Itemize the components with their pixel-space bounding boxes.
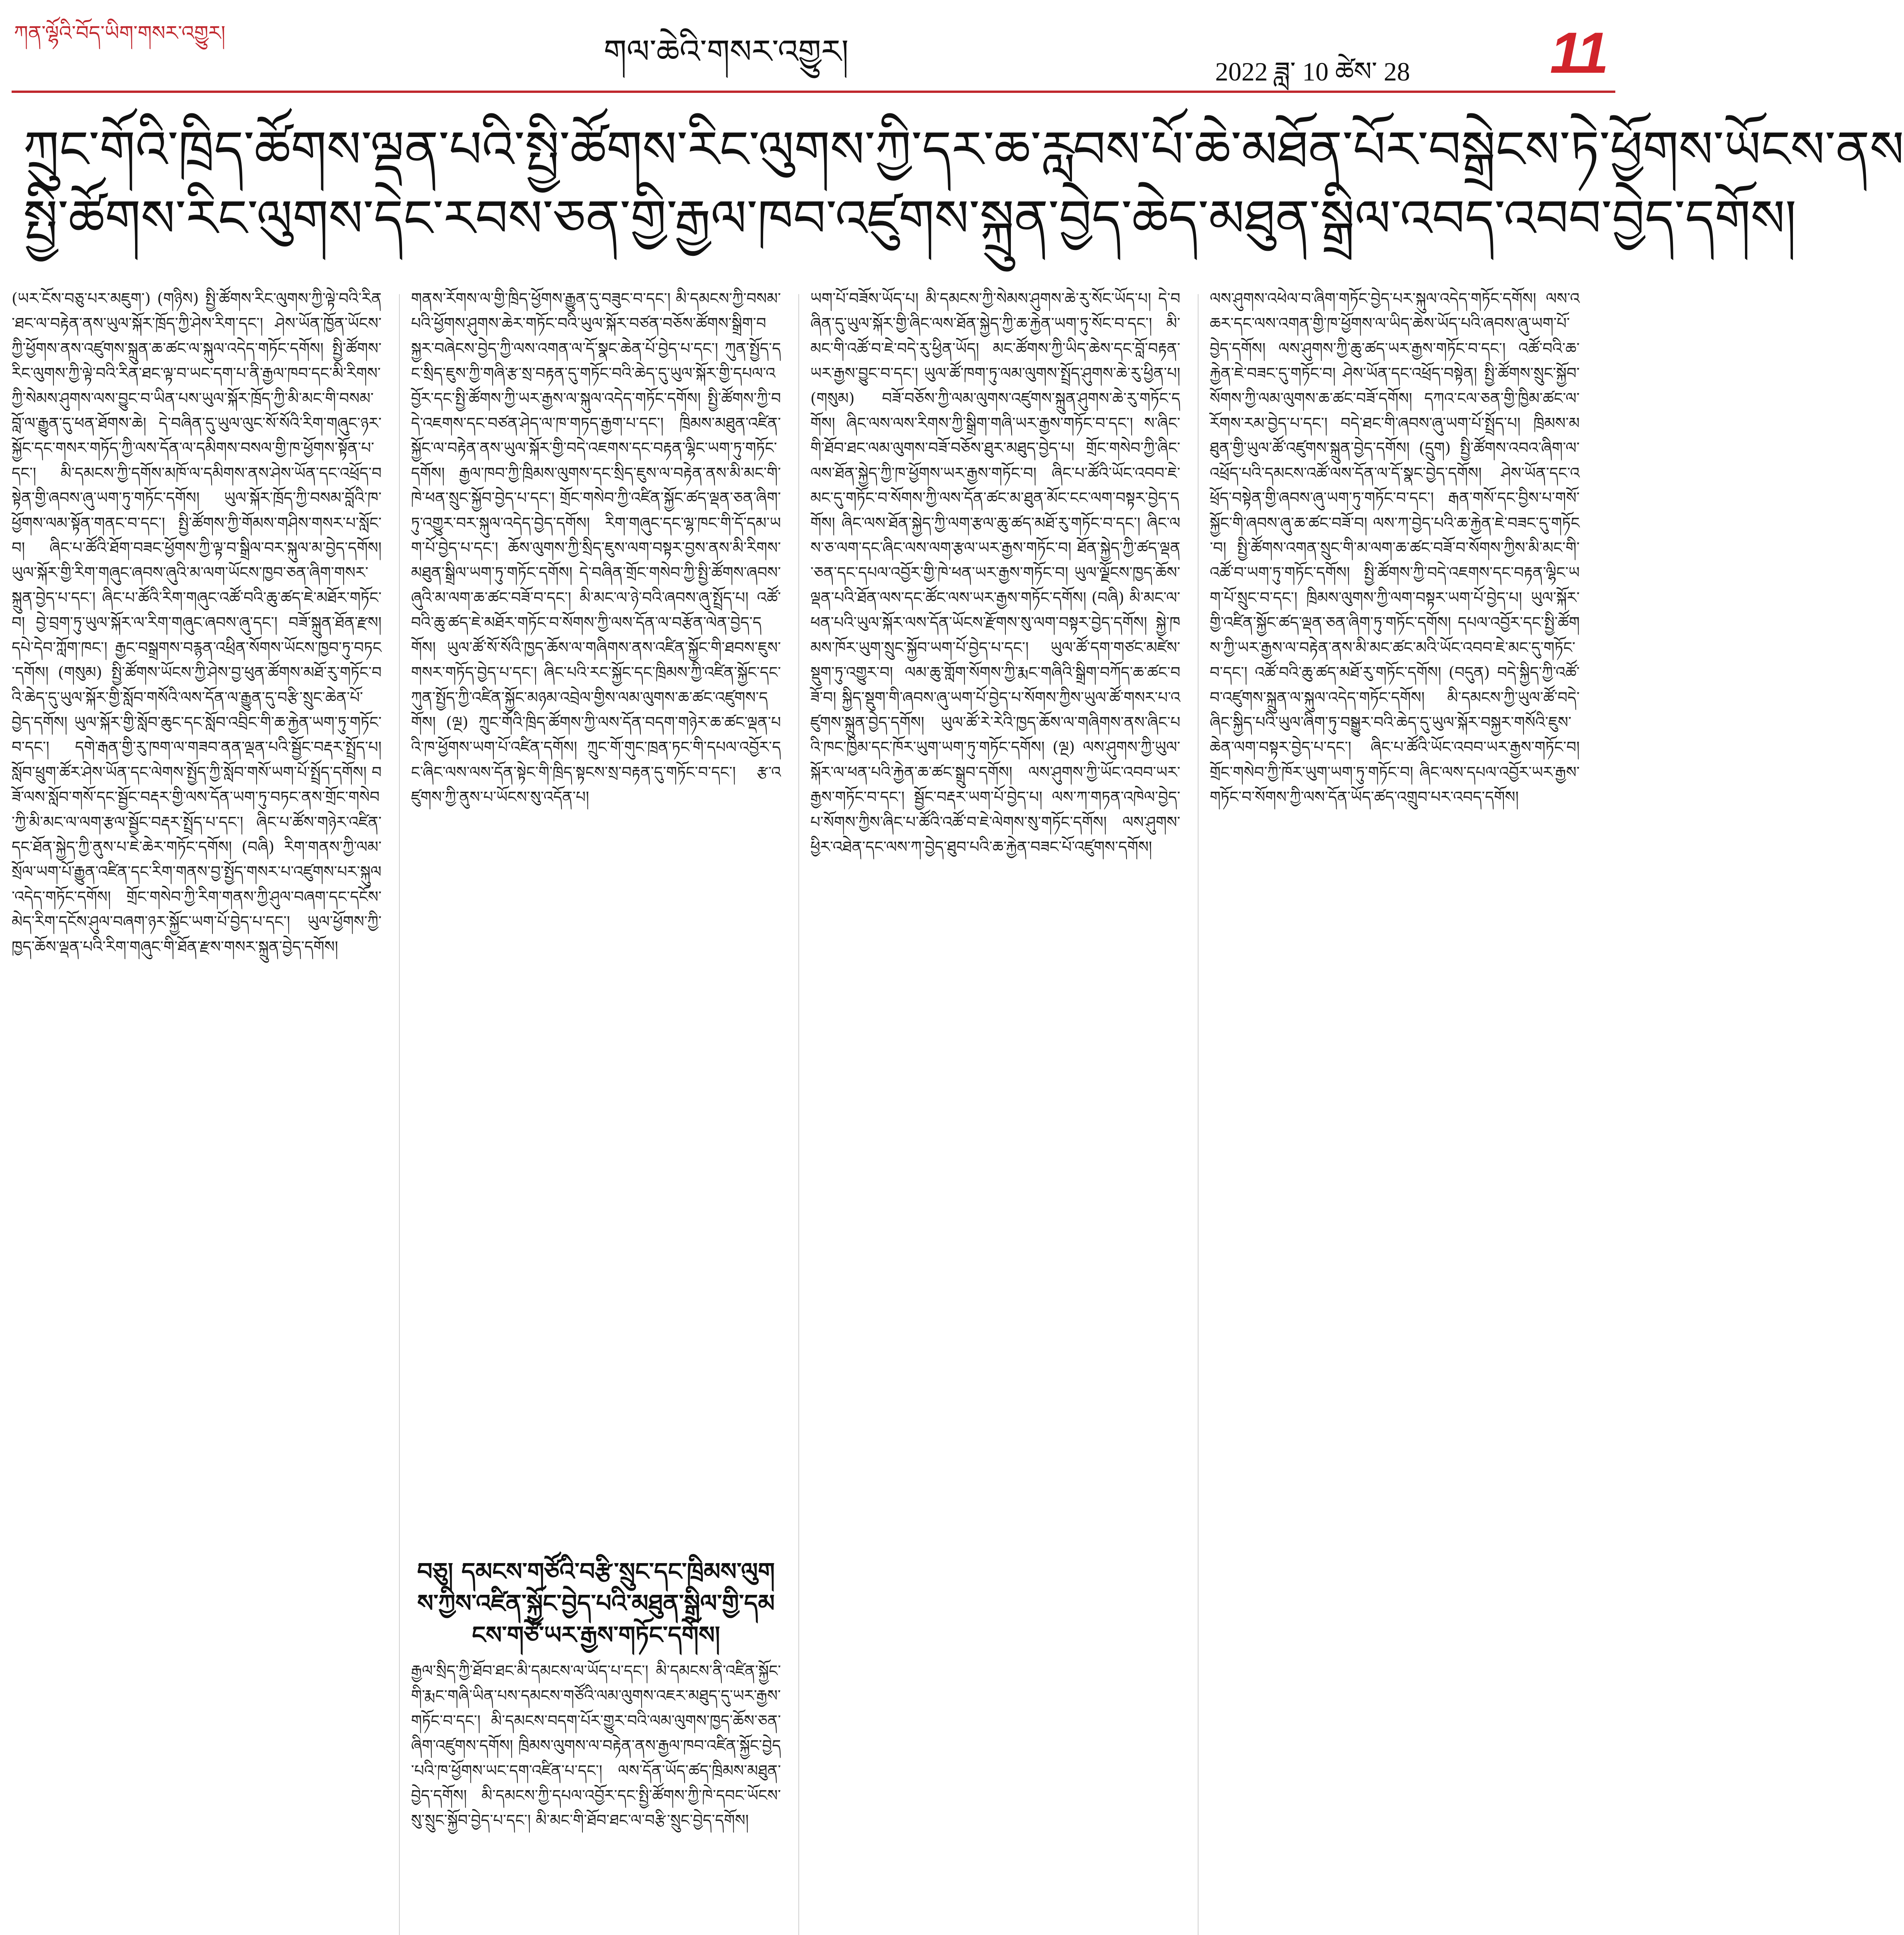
masthead <box>0 0 1627 89</box>
section-subheading: བཅུ། དམངས་གཙོའི་བརྩི་སྲུང་དང་ཁྲིམས་ལུགས་ཀྱིས་འཛིན་སྐྱོང་བྱེད་པའི་མཐུན་སྒྲིལ་གྱི་དམངས་གཙོ་ཡར་རྒྱས་གཏོང་དགོས། <box>417 1557 775 1649</box>
headline-line-1: ཀྲུང་གོའི་ཁྲིད་ཚོགས་ལྡན་པའི་སྤྱི་ཚོགས་རིང་ལུགས་ཀྱི་དར་ཆ་རླབས་པོ་ཆེ་མཐོན་པོར་བསྒྲེངས་ཏེ་ཕྱོགས་ཡོངས་ནས <box>23 120 1904 180</box>
column-text: ལས་ཤུགས་འཕེལ་བ་ཞིག་གཏོང་བྱེད་པར་སྐུལ་འདེད་གཏོང་དགོས། ལས་འཆར་དང་ལས་འགན་གྱི་ཁ་ཕྱོགས་ལ་ཡིད་ཆེས་ཡོད་པའི་ཞབས་ཞུ་ཡག་པོ་བྱེད་དགོས། ལས་ཤུགས་ཀྱི་ཆུ་ཚད་ཡར་རྒྱས་གཏོང་བ་དང་། འཚོ་བའི་ཆ་རྐྱེན་ཇེ་བཟང་དུ་གཏོང་བ། ཤེས་ཡོན་དང་འཕྲོད་བསྟེན། སྤྱི་ཚོགས་སྲུང་སྐྱོབ་སོགས་ཀྱི་ལམ་ལུགས་ཆ་ཚང་བཟོ་དགོས། དཀའ་ངལ་ཅན་གྱི་ཁྱིམ་ཚང་ལ་རོགས་རམ་བྱེད་པ་དང་། བདེ་ཐང་གི་ཞབས་ཞུ་ཡག་པོ་སྤྲོད་པ། ཁྲིམས་མཐུན་གྱི་ཡུལ་ཚོ་འཛུགས་སྐྲུན་བྱེད་དགོས། (དྲུག) སྤྱི་ཚོགས་འབའ་ཞིག་ལ་འཕྲོད་པའི་དམངས་འཚོ་ལས་དོན་ལ་དོ་སྣང་བྱེད་དགོས། ཤེས་ཡོན་དང་འཕྲོད་བསྟེན་གྱི་ཞབས་ཞུ་ཡག་ཏུ་གཏོང་བ་དང་། རྒན་གསོ་དང་བྱིས་པ་གསོ་སྐྱོང་གི་ཞབས་ཞུ་ཆ་ཚང་བཟོ་བ། ལས་ཀ་བྱེད་པའི་ཆ་རྐྱེན་ཇེ་བཟང་དུ་གཏོང་བ། སྤྱི་ཚོགས་འགན་སྲུང་གི་མ་ལག་ཆ་ཚང་བཟོ་བ་སོགས་ཀྱིས་མི་མང་གི་འཚོ་བ་ཡག་ཏུ་གཏོང་དགོས། སྤྱི་ཚོགས་ཀྱི་བདེ་འཇགས་དང་བརྟན་ལྷིང་ཡག་པོ་སྲུང་བ་དང་། ཁྲིམས་ལུགས་ཀྱི་ལག་བསྟར་ཡག་པོ་བྱེད་པ། ཡུལ་སྐོར་གྱི་འཛིན་སྐྱོང་ཚད་ལྡན་ཅན་ཞིག་ཏུ་གཏོང་དགོས། དཔལ་འབྱོར་དང་སྤྱི་ཚོགས་ཀྱི་ཡར་རྒྱས་ལ་བརྟེན་ནས་མི་མང་ཚང་མའི་ཡོང་འབབ་ཇེ་མང་དུ་གཏོང་བ་དང་། འཚོ་བའི་ཆུ་ཚད་མཐོ་རུ་གཏོང་དགོས། (བདུན) བདེ་སྐྱིད་ཀྱི་འཚོ་བ་འཛུགས་སྐྲུན་ལ་སྐུལ་འདེད་གཏོང་དགོས། མི་དམངས་ཀྱི་ཡུལ་ཚོ་བདེ་ཞིང་སྐྱིད་པའི་ཡུལ་ཞིག་ཏུ་བསྒྱུར་བའི་ཆེད་དུ་ཡུལ་སྐོར་བསྐྱར་གསོའི་ཇུས་ཆེན་ལག་བསྟར་བྱེད་པ་དང་། ཞིང་པ་ཚོའི་ཡོང་འབབ་ཡར་རྒྱས་གཏོང་བ། གྲོང་གསེབ་ཀྱི་ཁོར་ཡུག་ཡག་ཏུ་གཏོང་བ། ཞིང་ལས་དཔལ་འབྱོར་ཡར་རྒྱས་གཏོང་བ་སོགས་ཀྱི་ལས་དོན་ཡོད་ཚད་འགྲུབ་པར་འབད་དགོས། <box>1210 290 1580 807</box>
column-divider <box>1198 294 1199 1935</box>
article-column-4 <box>1210 286 1580 1935</box>
page-number: 11 <box>1550 20 1607 85</box>
article-column-2 <box>411 286 781 1935</box>
column-text: གནས་རོགས་ལ་གྱི་ཁྲིད་ཕྱོགས་རྒྱུན་དུ་བཟུང་བ་དང་། མི་དམངས་ཀྱི་བསམ་པའི་ཕྱོགས་ཤུགས་ཆེར་གཏོང་བའི་ཡུལ་སྐོར་བཙན་བཅོས་ཚོགས་སྒྲིག་བསྐྱར་བཞེངས་བྱེད་ཀྱི་ལས་འགན་ལ་དོ་སྣང་ཆེན་པོ་བྱེད་པ་དང་། ཀུན་སྤྱོད་དང་སྲིད་ཇུས་ཀྱི་གཞི་རྩ་སྲ་བརྟན་དུ་གཏོང་བའི་ཆེད་དུ་ཡུལ་སྐོར་གྱི་དཔལ་འབྱོར་དང་སྤྱི་ཚོགས་ཀྱི་ཡར་རྒྱས་ལ་སྐུལ་འདེད་གཏོང་དགོས། སྤྱི་ཚོགས་ཀྱི་བདེ་འཇགས་དང་བཙན་ཤེད་ལ་ཁ་གཏད་རྒྱག་པ་དང་། ཁྲིམས་མཐུན་འཛིན་སྐྱོང་ལ་བརྟེན་ནས་ཡུལ་སྐོར་གྱི་བདེ་འཇགས་དང་བརྟན་ལྷིང་ཡག་ཏུ་གཏོང་དགོས། རྒྱལ་ཁབ་ཀྱི་ཁྲིམས་ལུགས་དང་སྲིད་ཇུས་ལ་བརྟེན་ནས་མི་མང་གི་ཁེ་ཕན་སྲུང་སྐྱོབ་བྱེད་པ་དང་། གྲོང་གསེབ་ཀྱི་འཛིན་སྐྱོང་ཚད་ལྡན་ཅན་ཞིག་ཏུ་འགྱུར་བར་སྐུལ་འདེད་བྱེད་དགོས། རིག་གཞུང་དང་ལྷ་ཁང་གི་དོ་དམ་ཡག་པོ་བྱེད་པ་དང་། ཆོས་ལུགས་ཀྱི་སྲིད་ཇུས་ལག་བསྟར་བྱས་ནས་མི་རིགས་མཐུན་སྒྲིལ་ཡག་ཏུ་གཏོང་དགོས། དེ་བཞིན་གྲོང་གསེབ་ཀྱི་སྤྱི་ཚོགས་ཞབས་ཞུའི་མ་ལག་ཆ་ཚང་བཟོ་བ་དང་། མི་མང་ལ་ཉེ་བའི་ཞབས་ཞུ་སྤྲོད་པ། འཚོ་བའི་ཆུ་ཚད་ཇེ་མཐོར་གཏོང་བ་སོགས་ཀྱི་ལས་དོན་ལ་བརྩོན་ལེན་བྱེད་དགོས། ཡུལ་ཚོ་སོ་སོའི་ཁྱད་ཆོས་ལ་གཞིགས་ནས་འཛིན་སྐྱོང་གི་ཐབས་ཇུས་གསར་གཏོད་བྱེད་པ་དང་། ཞིང་པའི་རང་སྐྱོང་དང་ཁྲིམས་ཀྱི་འཛིན་སྐྱོང་དང་ཀུན་སྤྱོད་ཀྱི་འཛིན་སྐྱོང་མཉམ་འབྲེལ་གྱིས་ལམ་ལུགས་ཆ་ཚང་འཛུགས་དགོས། (ལྔ) ཀྲུང་གོའི་ཁྲིད་ཚོགས་ཀྱི་ལས་དོན་བདག་གཉེར་ཆ་ཚང་ལྡན་པའི་ཁ་ཕྱོགས་ཡག་པོ་འཛིན་དགོས། ཀྲུང་གོ་གུང་ཁྲན་ཏང་གི་དཔལ་འབྱོར་དང་ཞིང་ལས་ལས་དོན་སྟེང་གི་ཁྲིད་སྟངས་སྲ་བརྟན་དུ་གཏོང་བ་དང་། རྩ་འཛུགས་ཀྱི་ནུས་པ་ཡོངས་སུ་འདོན་པ། <box>411 290 781 807</box>
column-text: ཡག་པོ་བཟོས་ཡོད་པ། མི་དམངས་ཀྱི་སེམས་ཤུགས་ཆེ་རུ་སོང་ཡོད་པ། དེ་བཞིན་དུ་ཡུལ་སྐོར་གྱི་ཞིང་ལས་ཐོན་སྐྱེད་ཀྱི་ཆ་རྐྱེན་ཡག་ཏུ་སོང་བ་དང་། མི་མང་གི་འཚོ་བ་ཇེ་བདེ་རུ་ཕྱིན་ཡོད། མང་ཚོགས་ཀྱི་ཡིད་ཆེས་དང་བློ་བརྟན་ཡར་རྒྱས་བྱུང་བ་དང་། ཡུལ་ཚོ་ཁག་ཏུ་ལམ་ལུགས་སྤྲོད་ཤུགས་ཆེ་རུ་ཕྱིན་པ། (གསུམ) བཟོ་བཅོས་ཀྱི་ལམ་ལུགས་འཛུགས་སྐྲུན་ཤུགས་ཆེ་རུ་གཏོང་དགོས། ཞིང་ལས་ལས་རིགས་ཀྱི་སྒྲིག་གཞི་ཡར་རྒྱས་གཏོང་བ་དང་། ས་ཞིང་གི་ཐོབ་ཐང་ལམ་ལུགས་བཟོ་བཅོས་ཐུར་མཐུད་བྱེད་པ། གྲོང་གསེབ་ཀྱི་ཞིང་ལས་ཐོན་སྐྱེད་ཀྱི་ཁ་ཕྱོགས་ཡར་རྒྱས་གཏོང་བ། ཞིང་པ་ཚོའི་ཡོང་འབབ་ཇེ་མང་དུ་གཏོང་བ་སོགས་ཀྱི་ལས་དོན་ཚང་མ་ཐུན་མོང་ངང་ལག་བསྟར་བྱེད་དགོས། ཞིང་ལས་ཐོན་སྐྱེད་ཀྱི་ལག་རྩལ་ཆུ་ཚད་མཐོ་རུ་གཏོང་བ་དང་། ཞིང་ལས་ཅ་ལག་དང་ཞིང་ལས་ལག་རྩལ་ཡར་རྒྱས་གཏོང་བ། ཐོན་སྐྱེད་ཀྱི་ཚད་ལྡན་ཅན་དང་དཔལ་འབྱོར་གྱི་ཁེ་ཕན་ཡར་རྒྱས་གཏོང་བ། ཡུལ་ལྗོངས་ཁྱད་ཆོས་ལྡན་པའི་ཐོན་ལས་དང་ཚོང་ལས་ཡར་རྒྱས་གཏོང་དགོས། (བཞི) མི་མང་ལ་ཕན་པའི་ཡུལ་སྐོར་ལས་དོན་ཡོངས་རྫོགས་སུ་ལག་བསྟར་བྱེད་དགོས། སྐྱེ་ཁམས་ཁོར་ཡུག་སྲུང་སྐྱོབ་ཡག་པོ་བྱེད་པ་དང་། ཡུལ་ཚོ་དག་གཙང་མཛེས་སྡུག་ཏུ་འགྱུར་བ། ལམ་ཆུ་གློག་སོགས་ཀྱི་རྨང་གཞིའི་སྒྲིག་བཀོད་ཆ་ཚང་བཟོ་བ། སྐྱིད་སྡུག་གི་ཞབས་ཞུ་ཡག་པོ་བྱེད་པ་སོགས་ཀྱིས་ཡུལ་ཚོ་གསར་པ་འཛུགས་སྐྲུན་བྱེད་དགོས། ཡུལ་ཚོ་རེ་རེའི་ཁྱད་ཆོས་ལ་གཞིགས་ནས་ཞིང་པའི་ཁང་ཁྱིམ་དང་ཁོར་ཡུག་ཡག་ཏུ་གཏོང་དགོས། (ལྔ) ལས་ཤུགས་ཀྱི་ཡུལ་སྐོར་ལ་ཕན་པའི་རྐྱེན་ཆ་ཚང་སྒྲུབ་དགོས། ལས་ཤུགས་ཀྱི་ཡོང་འབབ་ཡར་རྒྱས་གཏོང་བ་དང་། སྦྱོང་བརྡར་ཡག་པོ་བྱེད་པ། ལས་ཀ་གཏན་འཁེལ་བྱེད་པ་སོགས་ཀྱིས་ཞིང་པ་ཚོའི་འཚོ་བ་ཇེ་ལེགས་སུ་གཏོང་དགོས། ལས་ཤུགས་ཕྱིར་འཐེན་དང་ལས་ཀ་བྱེད་ཐུབ་པའི་ཆ་རྐྱེན་བཟང་པོ་འཛུགས་དགོས། <box>810 290 1180 856</box>
issue-date: 2022 ཟླ་ 10 ཚེས་ 28 <box>1215 57 1410 86</box>
newspaper-name: ཀན་ལྷོའི་བོད་ཡིག་གསར་འགྱུར། <box>14 22 226 45</box>
column-text: རྒྱལ་སྲིད་ཀྱི་ཐོབ་ཐང་མི་དམངས་ལ་ཡོད་པ་དང་། མི་དམངས་ནི་འཛིན་སྐྱོང་གི་རྨང་གཞི་ཡིན་པས་དམངས་གཙོའི་ལམ་ལུགས་འཇར་མཐུད་དུ་ཡར་རྒྱས་གཏོང་བ་དང་། མི་དམངས་བདག་པོར་གྱུར་བའི་ལམ་ལུགས་ཁྱད་ཆོས་ཅན་ཞིག་འཛུགས་དགོས། ཁྲིམས་ལུགས་ལ་བརྟེན་ནས་རྒྱལ་ཁབ་འཛིན་སྐྱོང་བྱེད་པའི་ཁ་ཕྱོགས་ཡང་དག་འཛིན་པ་དང་། ལས་དོན་ཡོད་ཚད་ཁྲིམས་མཐུན་བྱེད་དགོས། མི་དམངས་ཀྱི་དཔལ་འབྱོར་དང་སྤྱི་ཚོགས་ཀྱི་ཁེ་དབང་ཡོངས་སུ་སྲུང་སྐྱོབ་བྱེད་པ་དང་། མི་མང་གི་ཐོབ་ཐང་ལ་བརྩི་སྲུང་བྱེད་དགོས། <box>411 1662 781 1830</box>
masthead-divider <box>12 91 1615 93</box>
section-title: གལ་ཆེའི་གསར་འགྱུར། <box>604 33 849 70</box>
headline-line-2: སྤྱི་ཚོགས་རིང་ལུགས་དེང་རབས་ཅན་གྱི་རྒྱལ་ཁབ་འཛུགས་སྐྲུན་བྱེད་ཆེད་མཐུན་སྒྲིལ་འབད་འབབ་བྱེད་དགོས། <box>23 189 1796 248</box>
article-column-3 <box>810 286 1180 1935</box>
column-divider <box>399 294 400 1935</box>
column-text: (ཡར་ངོས་བཅུ་པར་མཇུག་) (གཉིས) སྤྱི་ཚོགས་རིང་ལུགས་ཀྱི་ལྟེ་བའི་རིན་ཐང་ལ་བརྟེན་ནས་ཡུལ་སྐོར་ཁྲོད་ཀྱི་ཤེས་རིག་དང་། ཤེས་ཡོན་ཁྱོན་ཡོངས་ཀྱི་ཕྱོགས་ནས་འཛུགས་སྐྲུན་ཆ་ཚང་ལ་སྐུལ་འདེད་གཏོང་དགོས། སྤྱི་ཚོགས་རིང་ལུགས་ཀྱི་ལྟེ་བའི་རིན་ཐང་ལྟ་བ་ཡང་དག་པ་ནི་རྒྱལ་ཁབ་དང་མི་རིགས་ཀྱི་སེམས་ཤུགས་ལས་བྱུང་བ་ཡིན་པས་ཡུལ་སྐོར་ཁྲོད་ཀྱི་མི་མང་གི་བསམ་བློ་ལ་རྒྱུན་དུ་ཕན་ཐོགས་ཆེ། དེ་བཞིན་དུ་ཡུལ་ལུང་སོ་སོའི་རིག་གཞུང་ཉར་སྐྱོང་དང་གསར་གཏོད་ཀྱི་ལས་དོན་ལ་དམིགས་བསལ་གྱི་ཁ་ཕྱོགས་སྟོན་པ་དང་། མི་དམངས་ཀྱི་དགོས་མཁོ་ལ་དམིགས་ནས་ཤེས་ཡོན་དང་འཕྲོད་བསྟེན་གྱི་ཞབས་ཞུ་ཡག་ཏུ་གཏོང་དགོས། ཡུལ་སྐོར་ཁྲོད་ཀྱི་བསམ་བློའི་ཁ་ཕྱོགས་ལམ་སྟོན་གནང་བ་དང་། སྤྱི་ཚོགས་ཀྱི་གོམས་གཤིས་གསར་པ་སློང་བ། ཞིང་པ་ཚོའི་ཐོག་བཟང་ཕྱོགས་ཀྱི་ལྟ་བ་སྒྲིལ་བར་སྐུལ་མ་བྱེད་དགོས། ཡུལ་སྐོར་གྱི་རིག་གཞུང་ཞབས་ཞུའི་མ་ལག་ཡོངས་ཁྱབ་ཅན་ཞིག་གསར་སྐྲུན་བྱེད་པ་དང་། ཞིང་པ་ཚོའི་རིག་གཞུང་འཚོ་བའི་ཆུ་ཚད་ཇེ་མཐོར་གཏོང་བ། བྱེ་བྲག་ཏུ་ཡུལ་སྐོར་ལ་རིག་གཞུང་ཞབས་ཞུ་དང་། བཟོ་སྐྲུན་ཐོན་རྫས། དཔེ་དེབ་ཀློག་ཁང་། རྒྱང་བསྒྲགས་བརྙན་འཕྲིན་སོགས་ཡོངས་ཁྱབ་ཏུ་བཏང་དགོས། (གསུམ) སྤྱི་ཚོགས་ཡོངས་ཀྱི་ཤེས་བྱ་ཕུན་ཚོགས་མཐོ་རུ་གཏོང་བའི་ཆེད་དུ་ཡུལ་སྐོར་གྱི་སློབ་གསོའི་ལས་དོན་ལ་རྒྱུན་དུ་བརྩི་སྲུང་ཆེན་པོ་བྱེད་དགོས། ཡུལ་སྐོར་གྱི་སློབ་ཆུང་དང་སློབ་འབྲིང་གི་ཆ་རྐྱེན་ཡག་ཏུ་གཏོང་བ་དང་། དགེ་རྒན་གྱི་རུ་ཁག་ལ་གཟབ་ནན་ལྡན་པའི་སྦྱོང་བརྡར་སྤྲོད་པ། སློབ་ཕྲུག་ཚོར་ཤེས་ཡོན་དང་ལེགས་སྤྱོད་ཀྱི་སློབ་གསོ་ཡག་པོ་སྤྲོད་དགོས། བཟོ་ལས་སློབ་གསོ་དང་སྦྱོང་བརྡར་གྱི་ལས་དོན་ཡག་ཏུ་བཏང་ནས་གྲོང་གསེབ་ཀྱི་མི་མང་ལ་ལག་རྩལ་སྦྱོང་བརྡར་སྤྲོད་པ་དང་། ཞིང་པ་ཚོས་གཉེར་འཛིན་དང་ཐོན་སྐྱེད་ཀྱི་ནུས་པ་ཇེ་ཆེར་གཏོང་དགོས། (བཞི) རིག་གནས་ཀྱི་ལམ་སྲོལ་ཡག་པོ་རྒྱུན་འཛིན་དང་རིག་གནས་བྱ་སྤྱོད་གསར་པ་འཛུགས་པར་སྐུལ་འདེད་གཏོང་དགོས། གྲོང་གསེབ་ཀྱི་རིག་གནས་ཀྱི་ཤུལ་བཞག་དང་དངོས་མེད་རིག་དངོས་ཤུལ་བཞག་ཉར་སྐྱོང་ཡག་པོ་བྱེད་པ་དང་། ཡུལ་ཕྱོགས་ཀྱི་ཁྱད་ཆོས་ལྡན་པའི་རིག་གཞུང་གི་ཐོན་རྫས་གསར་སྐྲུན་བྱེད་དགོས། <box>12 290 382 956</box>
article-column-1 <box>12 286 382 1935</box>
column-divider <box>798 294 799 1935</box>
